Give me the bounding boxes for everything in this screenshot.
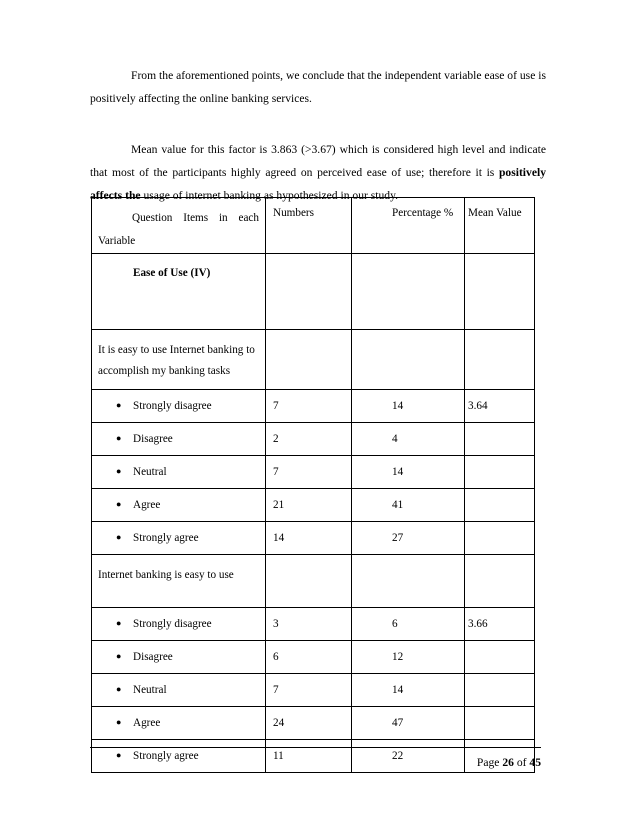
page-number: 26: [502, 756, 514, 769]
mean-value: [465, 707, 535, 740]
table-row: [92, 423, 535, 456]
option-label: Strongly agree: [133, 532, 199, 544]
percentage-value: 41: [352, 489, 465, 522]
option-cell: [92, 456, 266, 489]
bullet-icon: ●: [116, 400, 122, 410]
page-footer: [90, 747, 541, 769]
bullet-icon: ●: [116, 466, 122, 476]
header-mean-value: Mean Value: [465, 198, 535, 254]
option-cell: [92, 390, 266, 423]
option-cell: [92, 707, 266, 740]
section-row: [92, 254, 535, 330]
ease-of-use-table: [91, 197, 535, 773]
mean-value-bold-phrase: positively affects the: [90, 166, 546, 202]
option-label: Strongly disagree: [133, 400, 212, 412]
conclusion-text: From the aforementioned points, we conclude that the independent variable ease of use is positively affecting the online banking services.: [90, 69, 546, 105]
question-row: [92, 330, 535, 390]
section-empty-cell: [266, 254, 352, 330]
bullet-icon: ●: [116, 651, 122, 661]
page-of-label: of: [513, 756, 530, 769]
question-empty-cell: [465, 555, 535, 608]
count-value: 14: [266, 522, 352, 555]
table-row: [92, 674, 535, 707]
header-numbers: Numbers: [266, 198, 352, 254]
option-cell: [92, 522, 266, 555]
question-empty-cell: [266, 330, 352, 390]
header-percentage: Percentage %: [352, 198, 465, 254]
count-value: 24: [266, 707, 352, 740]
question-text: It is easy to use Internet banking to accomplish my banking tasks: [92, 330, 266, 390]
question-empty-cell: [266, 555, 352, 608]
mean-value-text-start: Mean value for this factor is 3.863 (>3.67) which is considered high level and indicate that most of the participants highly agreed on perceived ease of use; therefore it is: [90, 143, 546, 179]
percentage-value: 14: [352, 456, 465, 489]
mean-value: [465, 489, 535, 522]
bullet-icon: ●: [116, 433, 122, 443]
count-value: 11: [266, 740, 352, 773]
table-row: [92, 641, 535, 674]
count-value: 6: [266, 641, 352, 674]
option-label: Neutral: [133, 466, 167, 478]
mean-value: 3.66: [465, 608, 535, 641]
section-title: Ease of Use (IV): [92, 254, 266, 330]
mean-value: [465, 674, 535, 707]
section-empty-cell: [465, 254, 535, 330]
percentage-value: 14: [352, 674, 465, 707]
count-value: 3: [266, 608, 352, 641]
conclusion-paragraph: [90, 64, 546, 110]
count-value: 7: [266, 390, 352, 423]
option-label: Agree: [133, 717, 161, 729]
percentage-value: 22: [352, 740, 465, 773]
table-row: [92, 522, 535, 555]
bullet-icon: ●: [116, 532, 122, 542]
option-label: Strongly agree: [133, 750, 199, 762]
mean-value-text-end: usage of internet banking as hypothesized in our study.: [140, 189, 399, 202]
header-question-items: [92, 198, 266, 254]
table-header-row: [92, 198, 535, 254]
option-cell: [92, 674, 266, 707]
bullet-icon: ●: [116, 618, 122, 628]
bullet-icon: ●: [116, 717, 122, 727]
option-cell: [92, 641, 266, 674]
mean-value: [465, 641, 535, 674]
page-label: Page: [476, 756, 503, 769]
option-cell: [92, 489, 266, 522]
mean-value: [465, 522, 535, 555]
percentage-value: 47: [352, 707, 465, 740]
bullet-icon: ●: [116, 499, 122, 509]
percentage-value: 12: [352, 641, 465, 674]
option-label: Disagree: [133, 433, 173, 445]
section-empty-cell: [352, 254, 465, 330]
question-empty-cell: [352, 330, 465, 390]
bullet-icon: ●: [116, 684, 122, 694]
count-value: 7: [266, 456, 352, 489]
table-row: [92, 489, 535, 522]
count-value: 7: [266, 674, 352, 707]
question-row: [92, 555, 535, 608]
table-row: [92, 390, 535, 423]
option-cell: [92, 423, 266, 456]
count-value: 2: [266, 423, 352, 456]
option-label: Agree: [133, 499, 161, 511]
question-empty-cell: [352, 555, 465, 608]
percentage-value: 27: [352, 522, 465, 555]
percentage-value: 14: [352, 390, 465, 423]
percentage-value: 6: [352, 608, 465, 641]
bullet-icon: ●: [116, 750, 122, 760]
option-cell: [92, 608, 266, 641]
table-row: [92, 707, 535, 740]
mean-value: [465, 423, 535, 456]
mean-value: [465, 456, 535, 489]
percentage-value: 4: [352, 423, 465, 456]
question-empty-cell: [465, 330, 535, 390]
option-label: Strongly disagree: [133, 618, 212, 630]
question-text: Internet banking is easy to use: [92, 555, 266, 608]
header-question-text: Question Items in each Variable: [98, 212, 259, 247]
option-label: Neutral: [133, 684, 167, 696]
table-row: [92, 608, 535, 641]
option-label: Disagree: [133, 651, 173, 663]
table-row: [92, 456, 535, 489]
count-value: 21: [266, 489, 352, 522]
mean-value: 3.64: [465, 390, 535, 423]
page-total: 45: [529, 756, 541, 769]
